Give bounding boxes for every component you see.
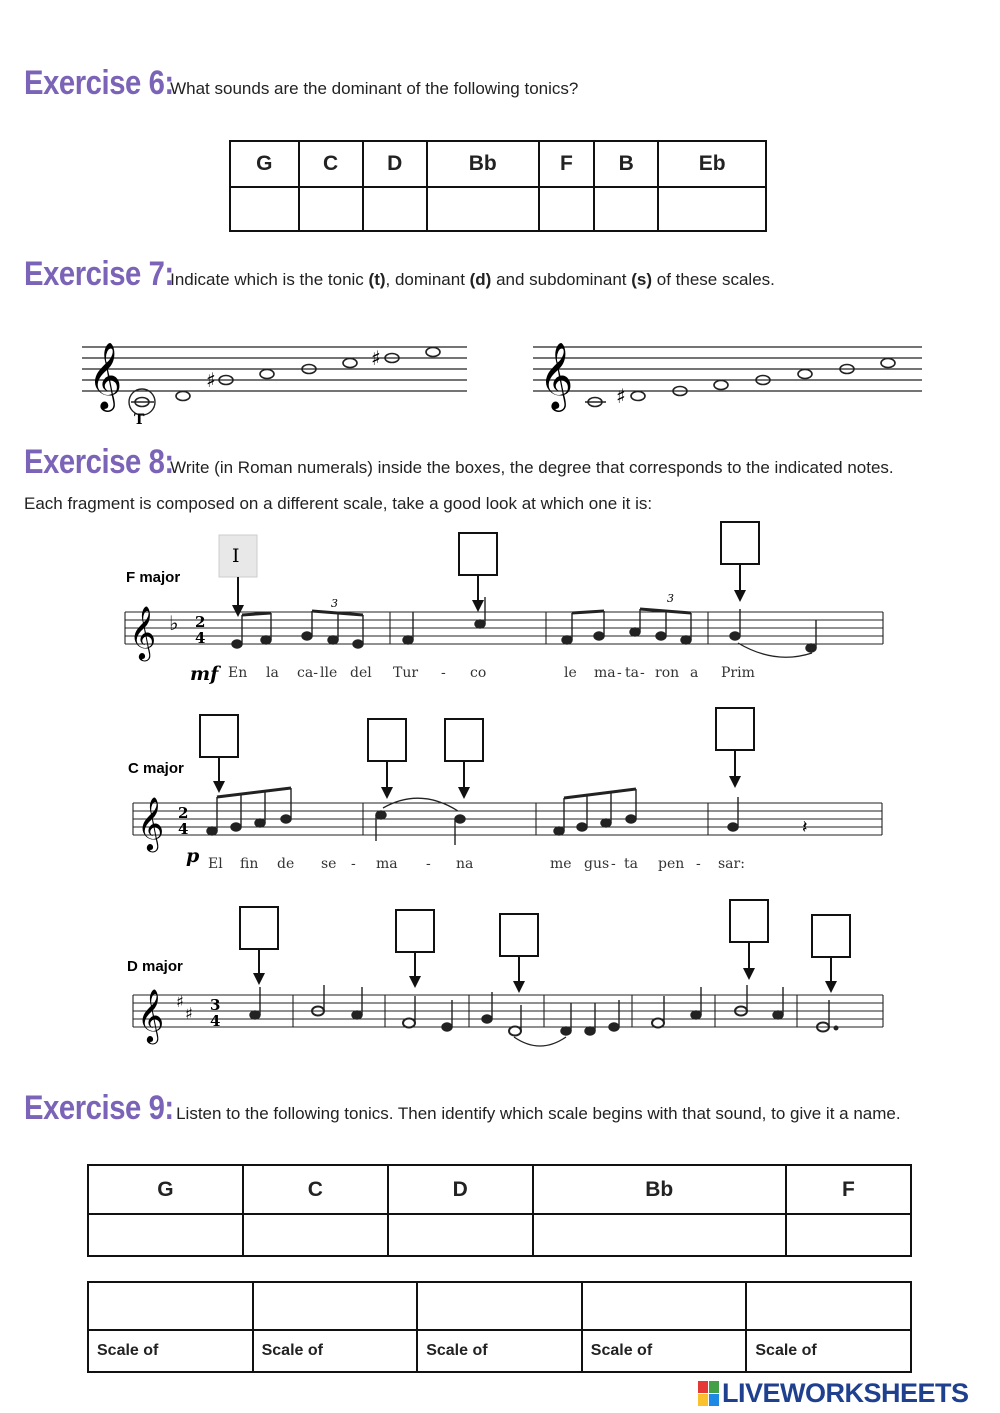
lyric: - <box>351 856 356 872</box>
rest-icon: 𝄽 <box>802 817 808 838</box>
sharp-icon: ♯ <box>176 992 184 1011</box>
lyric: del <box>350 665 372 681</box>
lyric: - <box>426 856 431 872</box>
dominant-answer-cell[interactable] <box>539 187 594 231</box>
tonic-cell: D <box>388 1165 533 1214</box>
lyric: ca- <box>297 665 318 681</box>
answer-box[interactable] <box>200 715 238 757</box>
dynamic-marking: p <box>186 845 200 867</box>
key-label-f-major: F major <box>126 569 181 586</box>
scale-staff-1 <box>82 347 467 391</box>
scale-of-cell[interactable]: Scale of <box>746 1330 911 1372</box>
exercise-7-title: Exercise 7: <box>24 255 174 293</box>
answer-box[interactable] <box>445 719 483 761</box>
triplet-mark: 3 <box>331 597 338 610</box>
staff-d-major <box>133 995 883 1027</box>
lyric: - <box>696 856 701 872</box>
tonic-cell: G <box>230 141 299 187</box>
liveworksheets-logo-icon <box>698 1381 720 1407</box>
tonic-cell: C <box>299 141 363 187</box>
exercise-9-tonics-table <box>87 1164 912 1257</box>
exercise-8-title: Exercise 8: <box>24 443 174 481</box>
treble-clef-icon: 𝄞 <box>137 796 165 850</box>
scale-of-cell[interactable]: Scale of <box>88 1330 253 1372</box>
lyric: le <box>564 665 577 681</box>
exercise-9-heading <box>24 1089 901 1128</box>
lyric: - <box>617 665 622 681</box>
exercise-6-heading <box>24 64 578 103</box>
tonic-cell: G <box>88 1165 243 1214</box>
lyric: - <box>611 856 616 872</box>
liveworksheets-logo <box>698 1378 969 1409</box>
lyric: gus <box>584 856 610 872</box>
answer-box[interactable] <box>240 907 278 949</box>
tonic-marker: T <box>134 412 145 428</box>
answer-cell[interactable] <box>388 1214 533 1256</box>
exercise-7-question: Indicate which is the tonic (t), dominant (d) and subdominant (s) of these scales. <box>170 270 775 289</box>
slur <box>383 798 458 811</box>
tonic-cell: Bb <box>427 141 539 187</box>
answer-box[interactable] <box>812 915 850 957</box>
time-signature-bottom: 4 <box>210 1012 221 1030</box>
arrow-head <box>472 600 484 612</box>
dominant-answer-cell[interactable] <box>230 187 299 231</box>
treble-clef-icon: 𝄞 <box>539 341 574 409</box>
lyric: ma <box>594 665 616 681</box>
arrow-head <box>458 787 470 799</box>
flat-icon: ♭ <box>169 611 179 635</box>
exercise-9-title: Exercise 9: <box>24 1089 174 1127</box>
scale-notes-2 <box>585 359 895 407</box>
slur <box>738 643 812 657</box>
arrow-head <box>825 981 837 993</box>
answer-cell[interactable] <box>243 1214 388 1256</box>
answer-box[interactable] <box>459 533 497 575</box>
exercise-7-heading <box>24 255 775 294</box>
lyric: En <box>228 665 248 681</box>
scale-of-cell[interactable]: Scale of <box>417 1330 582 1372</box>
exercise-7-staves <box>0 325 1000 430</box>
tonic-cell: Bb <box>533 1165 786 1214</box>
tonic-cell: C <box>243 1165 388 1214</box>
answer-cell[interactable] <box>253 1282 418 1330</box>
lyric: co <box>470 665 487 681</box>
arrow-head <box>381 787 393 799</box>
dynamic-marking: mf <box>190 663 219 685</box>
time-signature-top: 2 <box>178 804 189 822</box>
arrow-head <box>734 590 746 602</box>
answer-cell[interactable] <box>786 1214 911 1256</box>
lyric: ta <box>625 665 639 681</box>
arrow-head <box>213 781 225 793</box>
answer-box[interactable] <box>716 708 754 750</box>
tonic-cell: D <box>363 141 427 187</box>
exercise-6-question: What sounds are the dominant of the following tonics? <box>170 79 579 98</box>
time-signature-bottom: 4 <box>195 629 206 647</box>
answer-box[interactable] <box>721 522 759 564</box>
answer-cell[interactable] <box>417 1282 582 1330</box>
staff-c-major <box>133 803 882 835</box>
answer-cell[interactable] <box>533 1214 786 1256</box>
tonic-cell: B <box>594 141 658 187</box>
dominant-answer-cell[interactable] <box>363 187 427 231</box>
exercise-8-subline: Each fragment is composed on a different scale, take a good look at which one it is: <box>24 494 653 513</box>
treble-clef-icon: 𝄞 <box>137 988 165 1042</box>
lyric: Prim <box>721 665 755 681</box>
answer-cell[interactable] <box>582 1282 747 1330</box>
tonic-cell: F <box>539 141 594 187</box>
time-signature-top: 2 <box>195 613 206 631</box>
lyric: na <box>456 856 474 872</box>
treble-clef-icon: 𝄞 <box>88 341 123 409</box>
arrow-head <box>513 981 525 993</box>
exercise-8-staves <box>0 515 1000 1060</box>
sharp-icon: ♯ <box>185 1004 193 1023</box>
exercise-9-scales-table <box>87 1281 912 1373</box>
exercise-6-title: Exercise 6: <box>24 64 174 102</box>
key-label-c-major: C major <box>128 760 184 777</box>
lyric: lle <box>320 665 338 681</box>
arrow-head <box>253 973 265 985</box>
answer-box[interactable] <box>368 719 406 761</box>
triplet-mark: 3 <box>667 592 674 605</box>
tonic-cell: F <box>786 1165 911 1214</box>
dominant-answer-cell[interactable] <box>299 187 363 231</box>
sharp-icon: ♯ <box>371 346 381 370</box>
scale-of-cell[interactable]: Scale of <box>582 1330 747 1372</box>
sharp-icon: ♯ <box>616 384 626 408</box>
liveworksheets-logo-text: LIVEWORKSHEETS <box>722 1378 969 1408</box>
time-signature-bottom: 4 <box>178 820 189 838</box>
lyric: pen <box>658 856 685 872</box>
time-signature-top: 3 <box>210 996 221 1014</box>
scale-of-cell[interactable]: Scale of <box>253 1330 418 1372</box>
arrow-head <box>743 968 755 980</box>
example-answer: I <box>232 545 240 567</box>
exercise-8-question: Write (in Roman numerals) inside the boxes, the degree that corresponds to the indicated notes. <box>170 458 894 477</box>
answer-box[interactable] <box>500 914 538 956</box>
lyric: - <box>441 665 446 681</box>
lyric: de <box>277 856 295 872</box>
lyric: a <box>690 665 699 681</box>
exercise-8-heading <box>24 443 894 482</box>
answer-cell[interactable] <box>88 1214 243 1256</box>
answer-cell[interactable] <box>746 1282 911 1330</box>
answer-cell[interactable] <box>88 1282 253 1330</box>
treble-clef-icon: 𝄞 <box>129 605 157 659</box>
notes-c-major <box>207 788 738 845</box>
dominant-answer-cell[interactable] <box>594 187 658 231</box>
lyric: El <box>208 856 223 872</box>
exercise-9-question: Listen to the following tonics. Then identify which scale begins with that sound, to give it a name. <box>176 1104 901 1123</box>
staff-f-major <box>125 612 883 644</box>
lyric: la <box>266 665 279 681</box>
tonic-cell: Eb <box>658 141 766 187</box>
lyric: - <box>640 665 645 681</box>
lyric: ta <box>624 856 638 872</box>
dominant-answer-cell[interactable] <box>427 187 539 231</box>
sharp-icon: ♯ <box>206 368 216 392</box>
exercise-6-table <box>229 140 767 232</box>
lyric: Tur <box>393 665 419 681</box>
lyric: me <box>550 856 572 872</box>
lyric: sar: <box>718 856 745 872</box>
lyric: ron <box>655 665 680 681</box>
arrow-head <box>729 776 741 788</box>
lyric: se <box>321 856 337 872</box>
dominant-answer-cell[interactable] <box>658 187 766 231</box>
tie <box>514 1037 566 1046</box>
key-label-d-major: D major <box>127 958 183 975</box>
lyric: ma <box>376 856 398 872</box>
arrow-head <box>409 976 421 988</box>
answer-box[interactable] <box>396 910 434 952</box>
lyric: fin <box>240 856 259 872</box>
answer-box[interactable] <box>730 900 768 942</box>
